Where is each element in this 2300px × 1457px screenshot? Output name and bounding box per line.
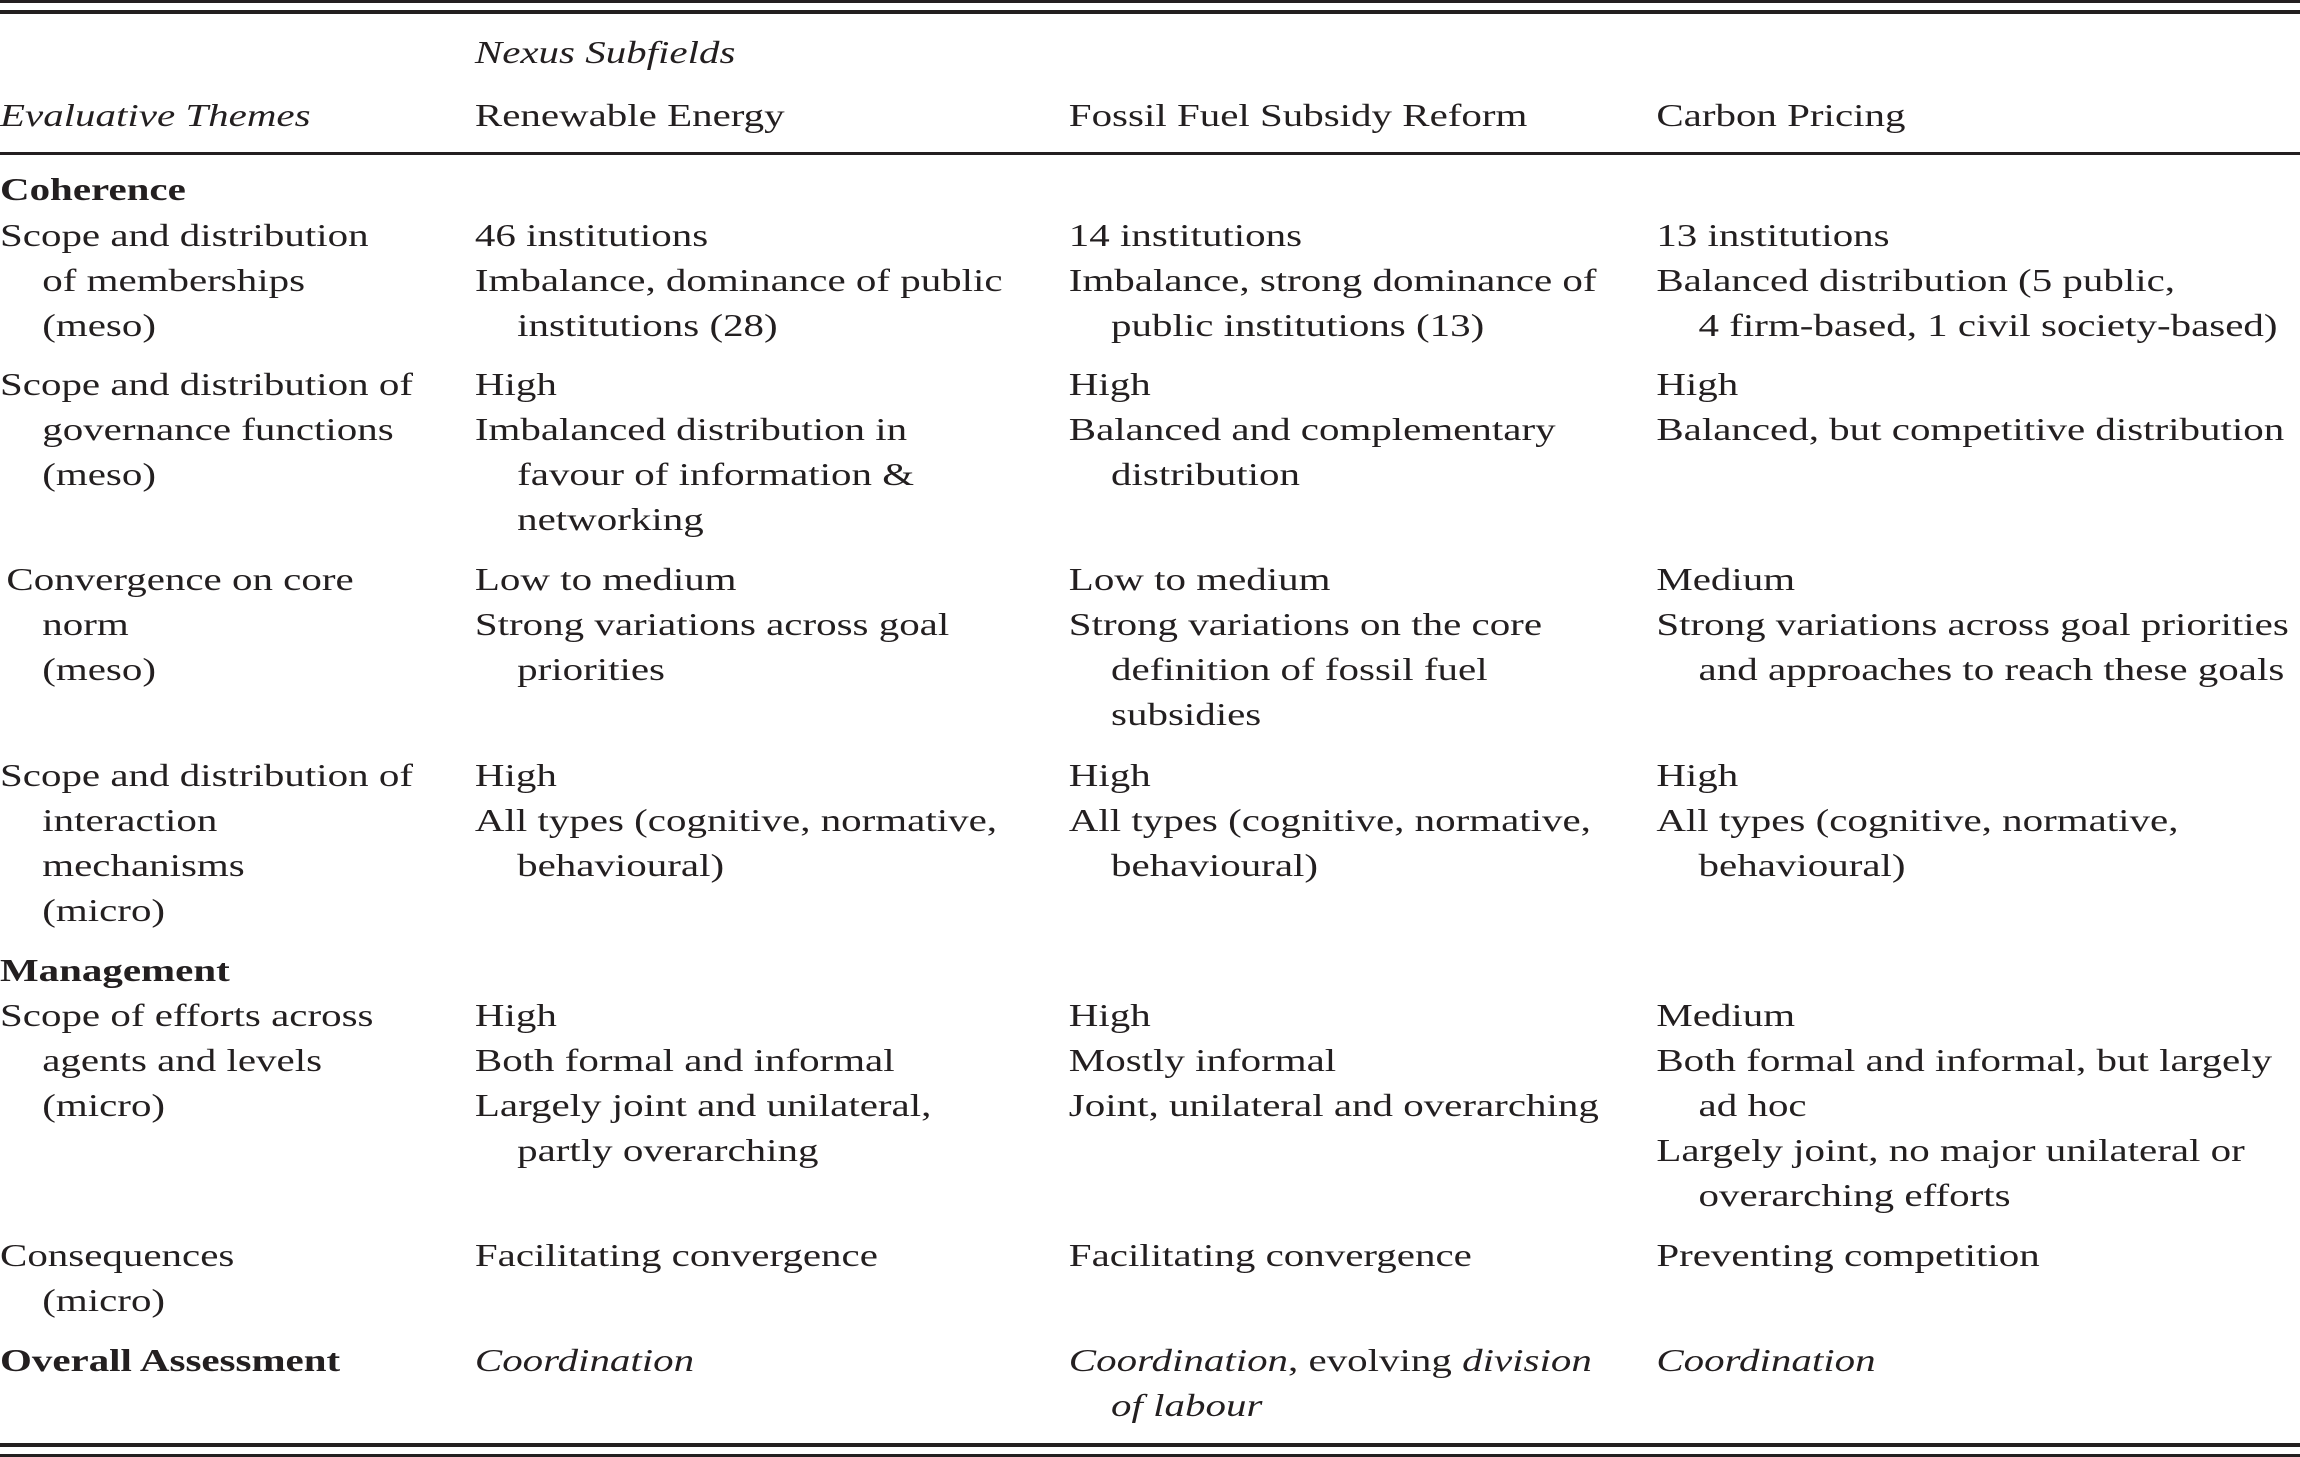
cell-governance-fossil: High Balanced and complementary distribution [1068, 366, 1556, 492]
cell-governance-renewable: High Imbalanced distribution in favour of information & networking [474, 366, 915, 537]
theme-scope-of-efforts: Scope of efforts across agents and levels (micro) [0, 997, 374, 1123]
cell-governance-carbon: High Balanced, but competitive distribution [1656, 366, 2285, 447]
theme-governance-functions: Scope and distribution of governance functions (meso) [0, 366, 413, 492]
cell-interaction-renewable: High All types (cognitive, normative, behavioural) [474, 757, 997, 883]
cell-efforts-renewable: High Both formal and informal Largely joint and unilateral, partly overarching [474, 997, 932, 1168]
cell-consequences-renewable: Facilitating convergence [474, 1237, 878, 1273]
cell-interaction-fossil: High All types (cognitive, normative, behavioural) [1068, 757, 1591, 883]
theme-interaction-mechanisms: Scope and distribution of interaction mechanisms (micro) [0, 757, 413, 928]
overall-fossil: Coordination, evolving division of labour [1068, 1342, 1592, 1423]
section-heading-coherence: Coherence [0, 171, 186, 207]
cell-consequences-fossil: Facilitating convergence [1068, 1237, 1472, 1273]
theme-convergence-core-norm: Convergence on core norm (meso) [6, 561, 354, 687]
cell-efforts-carbon: Medium Both formal and informal, but largely ad hoc Largely joint, no major unilateral or overarching efforts [1656, 997, 2273, 1213]
row-label-header: Evaluative Themes [0, 97, 311, 133]
overall-carbon: Coordination [1656, 1342, 1876, 1378]
column-header-renewable-energy: Renewable Energy [474, 97, 785, 133]
cell-memberships-fossil: 14 institutions Imbalance, strong dominance of public institutions (13) [1068, 217, 1597, 343]
cell-convergence-fossil: Low to medium Strong variations on the core definition of fossil fuel subsidies [1068, 561, 1542, 732]
overall-assessment-label: Overall Assessment [0, 1342, 341, 1378]
theme-memberships: Scope and distribution of memberships (meso) [0, 217, 369, 343]
cell-efforts-fossil: High Mostly informal Joint, unilateral and overarching [1068, 997, 1599, 1123]
column-header-fossil-fuel-subsidy-reform: Fossil Fuel Subsidy Reform [1068, 97, 1528, 133]
cell-consequences-carbon: Preventing competition [1656, 1237, 2040, 1273]
theme-consequences: Consequences (micro) [0, 1237, 235, 1318]
cell-convergence-renewable: Low to medium Strong variations across goal priorities [474, 561, 950, 687]
overall-renewable: Coordination [474, 1342, 695, 1378]
cell-memberships-renewable: 46 institutions Imbalance, dominance of public institutions (28) [474, 217, 1003, 343]
cell-convergence-carbon: Medium Strong variations across goal priorities and approaches to reach these goals [1656, 561, 2289, 687]
section-heading-management: Management [0, 952, 230, 988]
column-header-carbon-pricing: Carbon Pricing [1656, 97, 1906, 133]
column-spanner-header: Nexus Subfields [474, 34, 736, 70]
cell-memberships-carbon: 13 institutions Balanced distribution (5 public, 4 firm-based, 1 civil society-based) [1656, 217, 2278, 343]
cell-interaction-carbon: High All types (cognitive, normative, behavioural) [1656, 757, 2179, 883]
